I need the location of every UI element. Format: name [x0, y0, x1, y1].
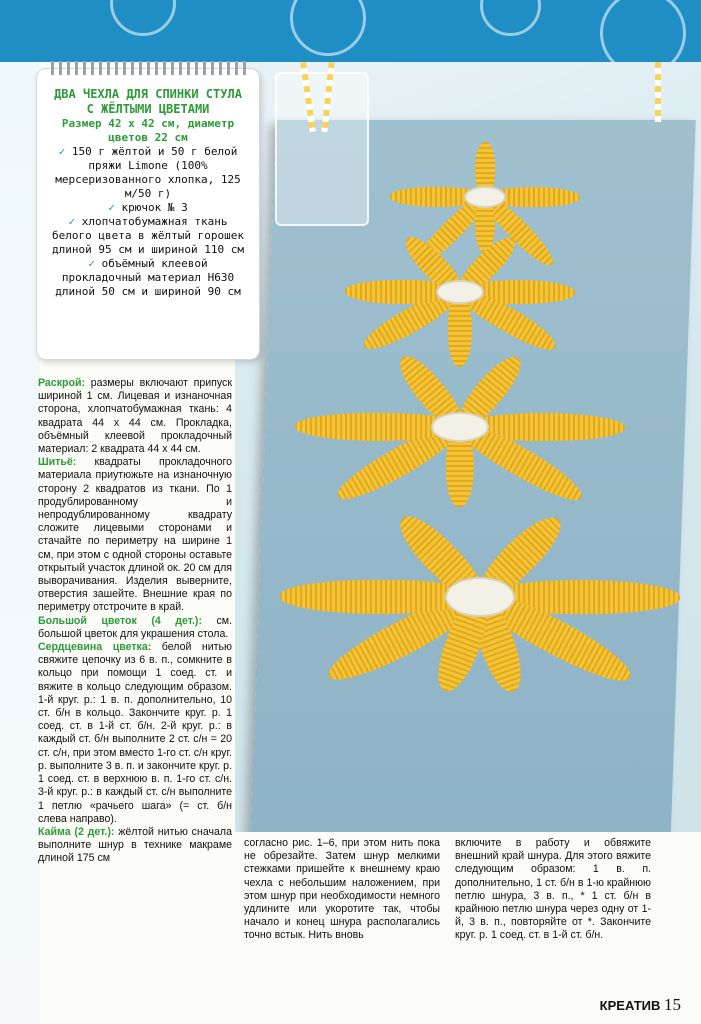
instructions-column-3: включите в работу и обвяжите внешний край шнура. Для этого вяжите следующим образом: 1 в. п. дополнительно, 1 ст. б/н в 1-ю крайнюю петлю шнура, 3 в. п., * 1 ст. б/н в крайнюю петлю шнура через одну от 1-й, 3 в. п., повторяйте от *. Закончите круг. р. 1 соед. ст. в 1-й ст. б/н. — [455, 837, 651, 942]
decorative-header-band — [0, 0, 701, 62]
check-icon: ✓ — [58, 145, 66, 158]
instructions-column-1 — [38, 377, 232, 866]
decorative-left-strip — [0, 62, 40, 1024]
check-icon: ✓ — [108, 201, 115, 214]
materials-item: ✓ 150 г жёлтой и 50 г белой пряжи Limone (100% мерсеризованного хлопка, 125 м/50 г) — [55, 145, 241, 200]
materials-item: ✓ хлопчатобумажная ткань белого цвета в жёлтый горошек длиной 95 см и шириной 110 см — [51, 215, 245, 256]
instruction-paragraph: Кайма (2 дет.): жёлтой нитью сначала выполните шнур в технике макраме длиной 175 см — [38, 825, 232, 865]
check-icon: ✓ — [88, 257, 96, 270]
instruction-paragraph: Раскрой: размеры включают припуск шириной 1 см. Лицевая и изнаночная сторона, хлопчатобумажная ткань: 4 квадрата 44 х 44 см. Прокладка, объёмный клеевой прокладочный материал: 2 квадрата 44 х 44 см. — [38, 377, 232, 456]
magazine-name: КРЕАТИВ — [599, 998, 661, 1013]
materials-note-card — [36, 68, 260, 360]
page-number: 15 — [664, 995, 681, 1014]
instructions-column-2: согласно рис. 1–6, при этом нить пока не обрезайте. Затем шнур мелкими стежками пришейте к внешнему краю чехла с небольшим наложением, при этом шнур при необходимости немного удлините или укоротите так, чтобы начало и конец шнура располагались точно встык. Нить вновь — [244, 837, 440, 942]
crochet-flower — [295, 362, 625, 492]
crochet-flower — [280, 507, 680, 687]
spiral-binding — [51, 61, 246, 75]
materials-item: ✓ объёмный клеевой прокладочный материал Н630 длиной 50 см и шириной 90 см — [55, 257, 241, 298]
crochet-flower — [385, 152, 585, 242]
page-footer — [600, 995, 681, 1015]
instruction-paragraph: Сердцевина цветка: белой нитью свяжите цепочку из 6 в. п., сомкните в кольцо при помощи 1 соед. ст. и вяжите в кольцо следующим образом. 1-й круг. р.: 1 в. п. дополнительно, 10 ст. б/н в кольцо. Закончите круг. р. 1 соед. ст. в 1-й ст. б/н. 2-й круг. р.: в каждый ст. б/н выполните 2 ст. с/н = 20 ст. с/н, при этом вместо 1-го ст. с/н круг. р. выполните 3 в. п. и закончите круг. р. 1 соед. ст. в верхнюю в. п. 1-го ст. с/н. 3-й круг. р.: в каждый ст. с/н выполните 1 петлю «рачьего шага» (= ст. б/н слева направо). — [38, 641, 233, 825]
glass-with-straws — [275, 72, 369, 226]
crochet-flower — [345, 237, 575, 347]
check-icon: ✓ — [68, 215, 76, 228]
pattern-title: ДВА ЧЕХЛА ДЛЯ СПИНКИ СТУЛА С ЖЁЛТЫМИ ЦВЕТАМИ — [54, 87, 242, 116]
instruction-paragraph: Большой цветок (4 дет.): см. большой цветок для украшения стола. — [38, 614, 233, 640]
instruction-paragraph: Шитьё: квадраты прокладочного материала приутюжьте на изнаночную сторону 2 квадратов из ткани. По 1 продублированному и непродублированному квадрату сложите лицевыми сторонами и стачайте по периметру на ширине 1 см, при этом с одной стороны оставьте открытый участок длиной ок. 20 см для выворачивания. Изделия выверните, отверстия зашейте. Внешние края по периметру отстрочите в край. — [38, 456, 232, 614]
photo-flower-runner — [235, 62, 701, 832]
materials-item: ✓ крючок № 3 — [108, 201, 188, 214]
pattern-size: Размер 42 х 42 см, диаметр цветов 22 см — [61, 117, 235, 144]
